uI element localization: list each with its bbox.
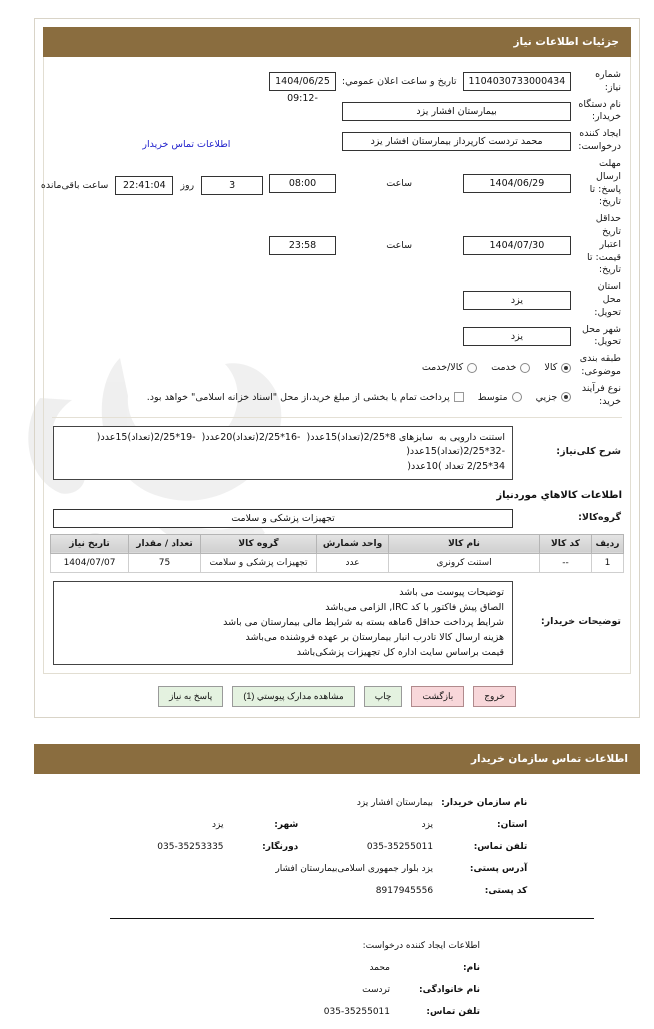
label-creator-first-name: نام: [463,962,480,973]
cell-vahed-shomaresh: عدد [317,553,389,572]
row-price-validity [34,211,624,279]
label-city: شهر محل تحویل: [581,323,621,348]
buyer-contact-link[interactable]: اطلاعات تماس خریدار [142,138,231,150]
radio-label-motevaset: متوسط [477,391,508,403]
label-goods-group: گروه‌کالا: [578,511,621,523]
subject-class-options [37,359,571,373]
row-contact-province-city [40,814,634,836]
radio-label-kala-khedmat: کالا/خدمت [421,362,464,374]
cell-kod-kala: -- [540,553,592,572]
field-buyer-org[interactable]: بیمارستان افشار یزد [342,102,571,121]
row-creator-phone [40,1001,634,1023]
field-buyer-notes [53,581,513,665]
items-section-title: اطلاعات کالاهاي موردنیاز [496,489,622,501]
label-days-unit: روز [180,179,195,191]
th-radif: ردیف [592,534,624,553]
value-contact-city: یزد [212,819,224,830]
field-deadline-time[interactable]: 08:00 [269,174,336,193]
field-days-remaining[interactable]: 3 [201,176,263,195]
summary-line-2: -32*2/25(تعداد)15عدد( [406,446,505,458]
label-province: استان محل تحویل: [594,281,621,318]
note-line-4: هزینه ارسال کالا تادرب انبار بیمارستان بر عهده فروشنده می‌باشد [245,632,504,644]
row-province [34,279,624,321]
need-details-form [34,67,624,411]
action-buttons [35,674,639,717]
value-contact-phone: 035-35255011 [366,841,434,852]
note-line-3: شرایط پرداخت حداقل 6ماهه بسته به شرایط مالی بیمارستان می باشد [223,617,504,629]
value-contact-address: یزد بلوار جمهوری اسلامی‌بیمارستان افشار [275,863,434,874]
radio-kala-khedmat[interactable] [467,363,477,373]
field-deadline-date[interactable]: 1404/06/29 [463,174,572,193]
cell-goroh-kala: تجهیزات پزشکی و سلامت [201,553,317,572]
value-contact-fax: 035-35253335 [157,841,224,852]
note-line-1: توضیحات پیوست می باشد [399,586,504,598]
value-contact-province: یزد [421,819,434,830]
items-table [50,534,624,573]
summary-form [50,424,624,482]
th-vahed-shomaresh: واحد شمارش [317,534,389,553]
checkbox-treasury-docs[interactable] [454,392,464,402]
creator-section-title: اطلاعات ایجاد کننده درخواست: [362,940,480,951]
th-goroh-kala: گروه کالا [201,534,317,553]
respond-to-need-button[interactable]: پاسخ به نیاز [158,686,223,707]
label-contact-address: آدرس پستی: [469,863,528,874]
radio-jozei[interactable] [561,392,571,402]
value-creator-first-name: محمد [369,962,390,973]
cell-tarikh-niaz: 1404/07/07 [51,553,129,572]
row-creator [34,126,624,156]
row-creator-firstname [40,957,634,979]
creator-contact-table [40,935,634,1023]
row-summary [50,424,624,482]
row-contact-postal [40,880,634,902]
label-deadline: مهلت ارسال پاسخ: تا تاریخ: [589,157,621,208]
section-header-details: جزئیات اطلاعات نیاز [43,27,631,57]
field-creator[interactable]: محمد تردست کارپرداز بیمارستان افشار یزد [342,132,571,151]
row-contact-address [40,858,634,880]
th-nam-kala: نام کالا [389,534,540,553]
th-tedad-meghdar: تعداد / مقدار [129,534,201,553]
view-attachments-button[interactable]: مشاهده مدارک پیوستي (1) [232,686,354,707]
label-buyer-notes: توضیحات خریدار: [540,616,621,628]
label-creator: ایجاد کننده درخواست: [578,128,621,153]
th-kod-kala: کد کالا [540,534,592,553]
note-line-5: قیمت براساس سایت اداره کل تجهیزات پزشکی‌باشد [296,647,504,659]
label-creator-phone: تلفن تماس: [426,1006,480,1017]
row-deadline [34,156,624,211]
label-buyer-org: نام دستگاه خریدار: [578,98,621,123]
table-row[interactable] [51,553,624,572]
field-time-remaining[interactable]: 22:41:04 [115,176,173,195]
label-creator-last-name: نام خانوادگی: [418,984,480,995]
row-need-number [34,67,624,97]
row-subject-class [34,351,624,381]
label-need-number: شماره نیاز: [595,69,621,93]
label-contact-city: شهر: [274,819,299,830]
print-button[interactable]: چاپ [364,686,403,707]
details-frame [34,18,640,718]
label-subject-class: طبقه بندی موضوعی: [579,353,621,378]
label-contact-province: استان: [496,819,528,830]
label-contact-phone: تلفن تماس: [473,841,528,852]
label-contact-postal: کد پستی: [484,885,528,896]
label-summary: شرح کلی‌نیاز: [556,446,621,458]
back-button[interactable]: بازگشت [411,686,464,707]
label-announce-date: تاریخ و ساعت اعلان عمومي: [341,76,457,88]
value-creator-phone: 035-35255011 [323,1006,390,1017]
checkbox-label-treasury-docs: پرداخت تمام یا بخشی از مبلغ خرید،از محل "اسناد خزانه اسلامی" خواهد بود. [146,391,450,403]
field-summary-text[interactable] [53,426,513,480]
radio-kala[interactable] [561,363,571,373]
exit-button[interactable]: خروج [473,686,516,707]
notes-form [50,579,624,667]
cell-nam-kala: استنت کرونری [389,553,540,572]
contact-divider [110,918,594,919]
label-contact-org: نام سازمان خریدار: [441,797,528,808]
row-notes [50,579,624,667]
field-need-number[interactable]: 1104030733000434 [463,72,572,91]
field-city[interactable]: یزد [463,327,572,346]
value-creator-last-name: تردست [362,984,390,995]
details-panel [40,57,631,674]
cell-tedad-meghdar: 75 [129,553,201,572]
label-contact-fax: دورنگار: [262,841,299,852]
note-line-2: الصاق پیش فاکتور با کد IRC, الزامی می‌باشد [325,601,504,613]
section-header-contact: اطلاعات تماس سازمان خریدار [34,744,640,774]
cell-radif: 1 [592,553,624,572]
row-city [34,322,624,352]
row-contact-phone-fax [40,836,634,858]
goods-group-form [50,507,624,530]
value-contact-postal: 8917945556 [375,885,434,896]
row-contact-org [40,792,634,814]
row-goods-group [50,507,624,530]
th-tarikh-niaz: تاریخ نیاز [51,534,129,553]
row-buyer-org [34,97,624,127]
label-price-validity: حداقل تاریخ اعتبار قیمت: تا تاریخ: [587,213,621,276]
radio-label-kala: کالا [544,362,558,374]
label-hours-remaining: ساعت باقی‌مانده [40,179,109,191]
summary-line-1: استنت دارویی به سایزهای 8*2/25(تعداد)15عدد( -16*2/25(تعداد)20عدد( -19*2/25(تعداد)15عدد( [96,431,505,443]
page-root [20,18,654,1017]
radio-motevaset[interactable] [512,392,522,402]
field-goods-group[interactable]: تجهیزات پزشکی و سلامت [53,509,513,528]
radio-label-khedmat: خدمت [491,362,517,374]
label-deadline-time: ساعت [386,178,413,189]
field-announce-datetime[interactable]: 1404/06/25 -09:12 [269,72,336,91]
divider-1 [52,417,622,418]
value-contact-org: بیمارستان افشار یزد [356,797,434,808]
purchase-type-options [37,389,571,403]
radio-khedmat[interactable] [520,363,530,373]
contact-table [40,792,634,902]
contact-section [34,744,640,1029]
summary-line-3: 34*2/25 تعداد )10عدد( [407,460,505,472]
field-price-validity-date[interactable]: 1404/07/30 [463,236,572,255]
row-purchase-type [34,381,624,411]
contact-body [34,774,640,1029]
items-table-header-row [51,534,624,553]
row-creator-lastname [40,979,634,1001]
row-creator-section-title [40,935,634,957]
field-price-validity-time[interactable]: 23:58 [269,236,336,255]
label-price-validity-time: ساعت [386,239,413,251]
radio-label-jozei: جزیي [535,391,558,403]
label-purchase-type: نوع فرآیند خرید: [581,382,621,407]
field-province[interactable]: یزد [463,291,572,310]
